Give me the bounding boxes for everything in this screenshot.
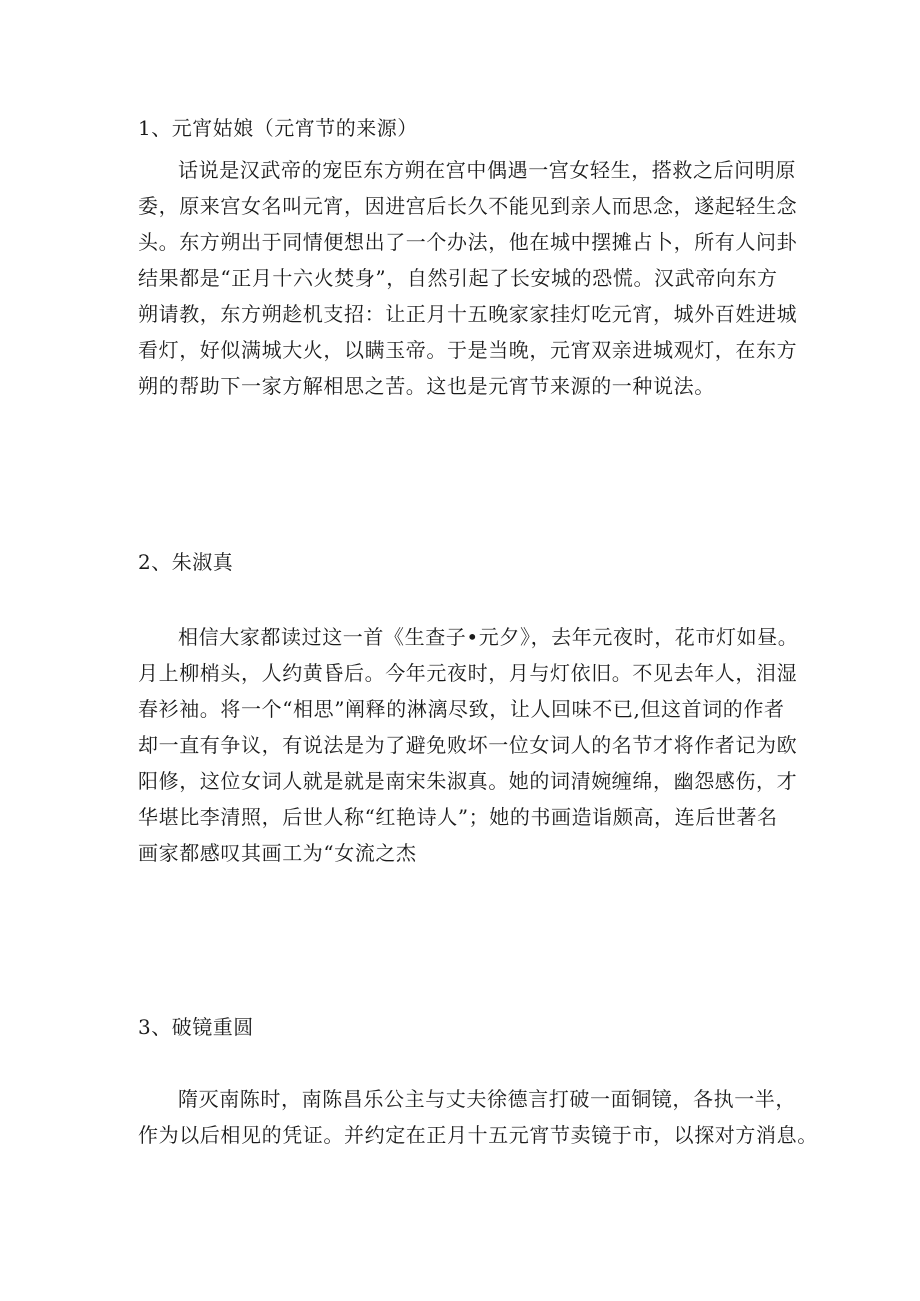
- paragraph-line: 话说是汉武帝的宠臣东方朔在宫中偶遇一宫女轻生，搭救之后问明原: [178, 158, 796, 182]
- paragraph-line: 月上柳梢头，人约黄昏后。今年元夜时，月与灯依旧。不见去年人，泪湿: [138, 661, 798, 685]
- section-heading-1: 1、元宵姑娘（元宵节的来源）: [138, 116, 418, 140]
- paragraph-line: 华堪比李清照，后世人称“红艳诗人”；她的书画造诣颇高，连后世著名: [138, 805, 778, 829]
- paragraph-line: 朔的帮助下一家方解相思之苦。这也是元宵节来源的一种说法。: [138, 374, 715, 398]
- paragraph-line: 结果都是“正月十六火焚身”，自然引起了长安城的恐慌。汉武帝向东方: [138, 266, 778, 290]
- paragraph-line: 作为以后相见的凭证。并约定在正月十五元宵节卖镜于市，以探对方消息。: [138, 1123, 818, 1147]
- section-heading-3: 3、破镜重圆: [138, 1015, 254, 1039]
- paragraph-line: 委，原来宫女名叫元宵，因进宫后长久不能见到亲人而思念，遂起轻生念: [138, 194, 798, 218]
- paragraph-line: 却一直有争议，有说法是为了避免败坏一位女词人的名节才将作者记为欧: [138, 733, 798, 757]
- paragraph-line: 画家都感叹其画工为“女流之杰: [138, 841, 417, 865]
- paragraph-line: 朔请教，东方朔趁机支招：让正月十五晚家家挂灯吃元宵，城外百姓进城: [138, 302, 798, 326]
- paragraph-line: 看灯，好似满城大火，以瞒玉帝。于是当晚，元宵双亲进城观灯，在东方: [138, 338, 798, 362]
- paragraph-line: 隋灭南陈时，南陈昌乐公主与丈夫徐德言打破一面铜镜，各执一半，: [178, 1087, 796, 1111]
- section-paragraph-1: [138, 152, 798, 404]
- paragraph-line: 阳修，这位女词人就是就是南宋朱淑真。她的词清婉缠绵，幽怨感伤，才: [138, 769, 798, 793]
- section-heading-2: 2、朱淑真: [138, 550, 234, 574]
- paragraph-line: 头。东方朔出于同情便想出了一个办法，他在城中摆摊占卜，所有人问卦: [138, 230, 798, 254]
- paragraph-line: 相信大家都读过这一首《生查子•元夕》，去年元夜时，花市灯如昼。: [178, 625, 799, 649]
- section-paragraph-3: [138, 1081, 818, 1153]
- section-paragraph-2: [138, 619, 799, 871]
- paragraph-line: 春衫袖。将一个“相思”阐释的淋漓尽致，让人回味不已,但这首词的作者: [138, 697, 785, 721]
